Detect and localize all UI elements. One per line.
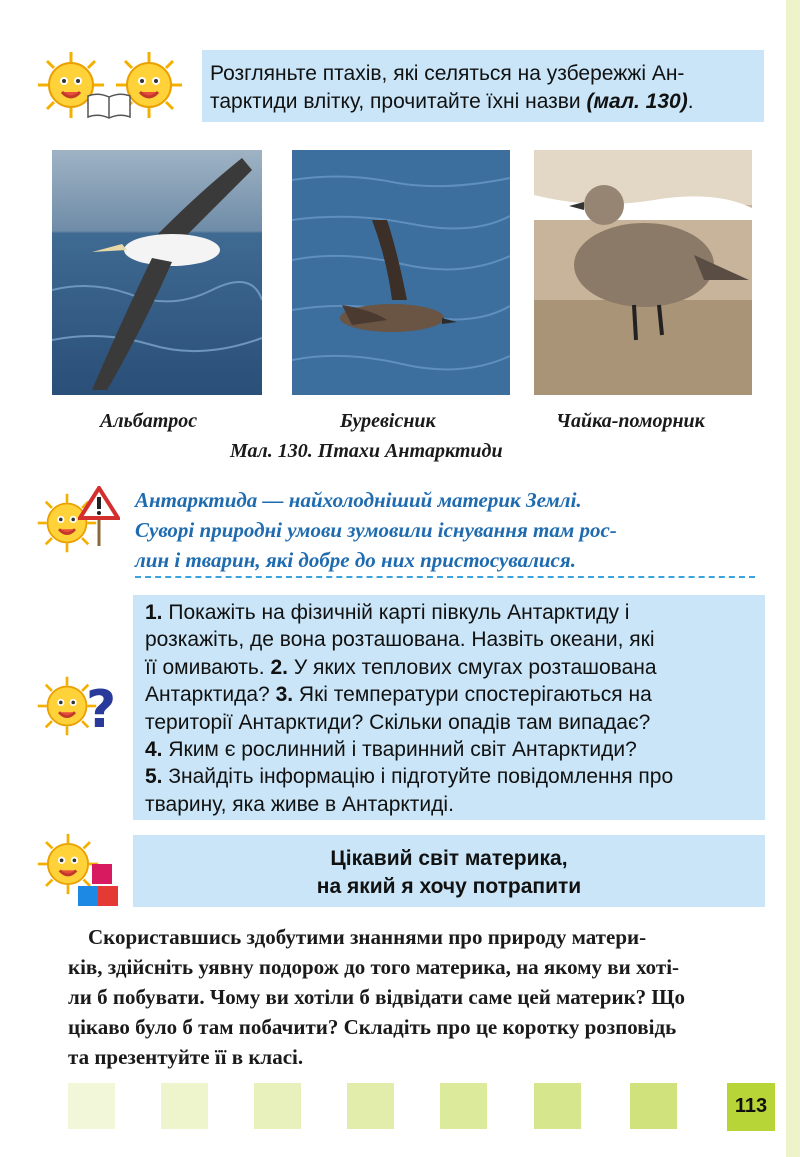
- toy-blocks-icon: [70, 860, 120, 910]
- question-line: 4. Яким є рослинний і тваринний світ Антарктиди?: [145, 738, 637, 762]
- figure-reference: (мал. 130): [586, 90, 688, 113]
- footer-square: [254, 1083, 301, 1129]
- question-line: розкажіть, де вона розташована. Назвіть океани, які: [145, 628, 655, 652]
- intro-line-2-end: .: [687, 90, 694, 113]
- key-fact-line-2: Суворі природні умови зумовили існування там рос-: [135, 518, 617, 542]
- task-paragraph: [68, 922, 764, 1072]
- intro-instruction-box: [202, 50, 764, 122]
- footer-square: [161, 1083, 208, 1129]
- review-questions: [145, 599, 757, 818]
- intro-instruction: [210, 60, 758, 116]
- figure-title: Мал. 130. Птахи Антарктиди: [230, 440, 503, 462]
- question-line: території Антарктиди? Скільки опадів там випадає?: [145, 710, 651, 734]
- question-line: тварину, яка живе в Антарктиді.: [145, 792, 454, 816]
- book-icon: [86, 90, 132, 120]
- key-fact-line-1: Антарктида — найхолодніший материк Землі.: [135, 488, 582, 512]
- skua-photo: [534, 150, 752, 395]
- intro-line-2: тарктиди влітку, прочитайте їхні назви: [210, 90, 587, 113]
- question-line: 1. Покажіть на фізичній карті півкуль Антарктиду і: [145, 601, 630, 624]
- albatross-photo: [52, 150, 262, 395]
- task-line: ків, здійсніть уявну подорож до того материка, на якому ви хоті-: [68, 955, 680, 979]
- petrel-photo: [292, 150, 510, 395]
- question-mark-icon: ?: [86, 680, 117, 740]
- warning-sign-icon: [78, 486, 120, 548]
- key-fact-line-3: лин і тварин, які добре до них пристосувалися.: [135, 548, 576, 572]
- footer-square: [68, 1083, 115, 1129]
- footer-square: [347, 1083, 394, 1129]
- section-title-line-1: Цікавий світ материка,: [330, 847, 568, 870]
- review-questions-box: [133, 595, 765, 820]
- question-line: Антарктида? 3. Які температури спостерігаються на: [145, 683, 652, 707]
- question-line: її омивають. 2. У яких теплових смугах розташована: [145, 655, 657, 679]
- key-fact-divider: [135, 576, 755, 578]
- section-heading-box: [133, 835, 765, 907]
- question-line: 5. Знайдіть інформацію і підготуйте повідомлення про: [145, 765, 674, 789]
- task-line: цікаво було б там побачити? Складіть про це коротку розповідь: [68, 1015, 677, 1039]
- footer-square: [534, 1083, 581, 1129]
- page-number: 113: [734, 1095, 768, 1117]
- footer-square: [630, 1083, 677, 1129]
- task-line: ли б побувати. Чому ви хотіли б відвідати саме цей материк? Що: [68, 985, 685, 1009]
- section-title: [133, 845, 765, 901]
- section-title-line-2: на який я хочу потрапити: [316, 875, 582, 898]
- key-fact: [135, 485, 757, 575]
- footer-square: [440, 1083, 487, 1129]
- page-number-box: [727, 1083, 775, 1131]
- caption-skua: Чайка-поморник: [556, 410, 705, 432]
- task-line: та презентуйте її в класі.: [68, 1045, 304, 1069]
- caption-petrel: Буревісник: [340, 410, 436, 432]
- task-line: Скориставшись здобутими знаннями про природу матери-: [88, 925, 647, 949]
- intro-line-1: Розгляньте птахів, які селяться на узбережжі Ан-: [210, 62, 685, 85]
- page-edge-strip: [786, 0, 800, 1157]
- caption-albatross: Альбатрос: [100, 410, 198, 432]
